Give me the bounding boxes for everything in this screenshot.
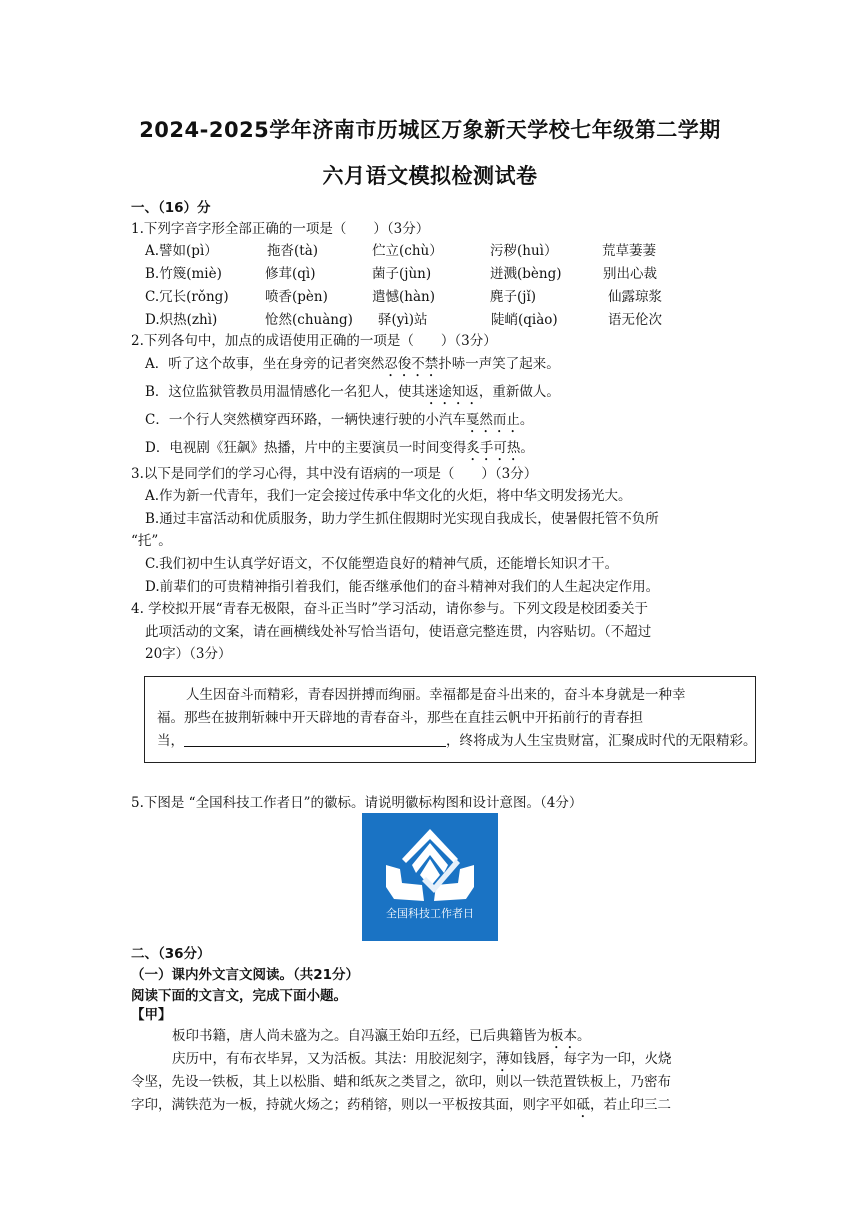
logo-hands-icon [362,813,498,941]
q4-stem-line3: 20字）（3分） [145,646,232,662]
logo-date: 5·30 [398,891,416,900]
tech-workers-day-logo [362,813,498,941]
q2-stem: 2.下列各句中，加点的成语使用正确的一项是（ ）（3分） [131,333,497,349]
section2-heading: 二、（36分） [131,946,211,962]
q3-option-b-line2: “托”。 [131,533,172,549]
q2-idiom-a: 忍俊不禁 [384,356,439,372]
exam-title-line2: 六月语文模拟检测试卷 [322,164,538,188]
q2-option-b: B．这位监狱管教员用温情感化一名犯人，使其迷途知返，重新做人。 [145,384,560,400]
q4-answer-blank[interactable] [184,732,446,747]
q5-stem: 5.下图是 “全国科技工作者日”的徽标。请说明徽标构图和设计意图。（4分） [131,795,583,811]
q4-passage-line1: 人生因奋斗而精彩，青春因拼搏而绚丽。幸福都是奋斗出来的，奋斗本身就是一种幸 [186,687,686,703]
q4-stem-line1: 4. 学校拟开展“青春无极限，奋斗正当时”学习活动，请你参与。下列文段是校团委关于 [131,601,648,617]
exam-title-line1: 2024-2025学年济南市历城区万象新天学校七年级第二学期 [139,118,721,142]
q2-idiom-c: 戛然而止 [465,412,520,428]
section1-heading: 一、（16）分 [131,200,211,216]
section2-instruction: 阅读下面的文言文，完成下面小题。 [131,988,347,1004]
q2-option-d: D．电视剧《狂飙》热播，片中的主要演员一时间变得炙手可热。 [145,440,534,456]
q4-passage-line3: 当， ，终将成为人生宝贵财富，汇聚成时代的无限精彩。 [157,733,757,749]
section2-subheading: （一）课内外文言文阅读。（共21分） [131,967,360,983]
q2-idiom-b: 迷途知返 [424,384,479,400]
q2-option-a: A．听了这个故事，坐在身旁的记者突然忍俊不禁扑哧一声笑了起来。 [145,356,560,372]
q3-option-a: A.作为新一代青年，我们一定会接过传承中华文化的火炬，将中华文明发扬光大。 [145,488,632,504]
logo-caption: 全国科技工作者日 [386,907,474,920]
passage-line1: 板印书籍，唐人尚未盛为之。自冯瀛王始印五经，已后典籍皆为板本。 [172,1028,591,1044]
q3-stem: 3.以下是同学们的学习心得，其中没有语病的一项是（ ）（3分） [131,466,538,482]
passage-jia-label: 【甲】 [131,1007,172,1023]
q4-stem-line2: 此项活动的文案，请在画横线处补写恰当语句，使语意完整连贯，内容贴切。（不超过 [145,624,652,640]
q2-option-c: C．一个行人突然横穿西环路，一辆快速行驶的小汽车戛然而止。 [145,412,534,428]
q3-option-d: D.前辈们的可贵精神指引着我们，能否继承他们的奋斗精神对我们的人生起决定作用。 [145,579,660,595]
q1-stem: 1.下列字音字形全部正确的一项是（ ）（3分） [131,221,430,237]
passage-line2: 庆历中，有布衣毕昇，又为活板。其法：用胶泥刻字，薄如钱唇，每字为一印，火烧 [172,1051,672,1067]
exam-page: 2024-2025学年济南市历城区万象新天学校七年级第二学期 六月语文模拟检测试卷 一、（16）分 1.下列字音字形全部正确的一项是（ ）（3分） A.譬如(pì） 拖沓(tà) 伫立(chù） 污秽(huì） 荒草萋萋 B.竹篾(miè) 修茸(qì) 菌子(jùn) 迸溅(bèng) 别出心裁 C.冗长(rǒng) 喷香(pèn) 遣憾(hàn) 麂子(jǐ) 仙露琼浆 D.炽热(zhì) 怆然(chuàng) 驿(yì)站 陡峭(qiào) 语无伦次 2.下列各句中，加点的成语使用正确的一项是（ ）（3分） A．听了这个故事，坐在身旁的记者突然忍俊不禁扑哧一声笑了起来。 B．这位监狱管教员用温情感化一名犯人，使其迷途知返，重新做人。 C．一个行人突然横穿西环路，一辆快速行驶的小汽车戛然而止。 D．电视剧《狂飙》热播，片中的主要演员一时间变得炙手可热。 3.以下是同学们的学习心得，其中没有语病的一项是（ ）（3分） A.作为新一代青年，我们一定会接过传承中华文化的火炬，将中华文明发扬光大。 B.通过丰富活动和优质服务，助力学生抓住假期时光实现自我成长，使暑假托管不负所 “托”。 C.我们初中生认真学好语文，不仅能塑造良好的精神气质，还能增长知识才干。 D.前辈们的可贵精神指引着我们，能否继承他们的奋斗精神对我们的人生起决定作用。 4. 学校拟开展“青春无极限，奋斗正当时”学习活动，请你参与。下列文段是校团委关于 此项活动的文案，请在画横线处补写恰当语句，使语意完整连贯，内容贴切。（不超过 20字）（3分） 人生因奋斗而精彩，青春因拼搏而绚丽。幸福都是奋斗出来的，奋斗本身就是一种幸 福。那些在披荆斩棘中开天辟地的青春奋斗，那些在直挂云帆中开拓前行的青春担 当， ，终将成为人生宝贵财富，汇聚成时代的无限精彩。 5.下图是 “全国科技工作者日”的徽标。请说明徽标构图和设计意图。（4分） 5·30 全国科技工作者日 二、（36分） （一）课内外文言文阅读。（共21分） 阅读下面的文言文，完成下面小题。 【甲】 板印书籍，唐人尚未盛为之。自冯瀛王始印五经，已后典籍皆为板本。 庆历中，有布衣毕昇，又为活板。其法：用胶泥刻字，薄如钱唇，每字为一印，火烧 令坚，先设一铁板，其上以松脂、蜡和纸灰之类冒之，欲印，则以一铁范置铁板上，乃密布 字印，满铁范为一板，持就火炀之；药稍镕，则以一平板按其面，则字平如砥，若止印三二 [0,0,860,1216]
passage-line3: 令坚，先设一铁板，其上以松脂、蜡和纸灰之类冒之，欲印，则以一铁范置铁板上，乃密布 [131,1074,671,1090]
passage-line4: 字印，满铁范为一板，持就火炀之；药稍镕，则以一平板按其面，则字平如砥，若止印三二 [131,1097,671,1113]
q2-idiom-d: 炙手可热 [466,440,521,456]
q3-option-c: C.我们初中生认真学好语文，不仅能塑造良好的精神气质，还能增长知识才干。 [145,556,619,572]
q3-option-b-line1: B.通过丰富活动和优质服务，助力学生抓住假期时光实现自我成长，使暑假托管不负所 [145,511,659,527]
q4-passage-line2: 福。那些在披荆斩棘中开天辟地的青春奋斗，那些在直挂云帆中开拓前行的青春担 [157,710,643,726]
